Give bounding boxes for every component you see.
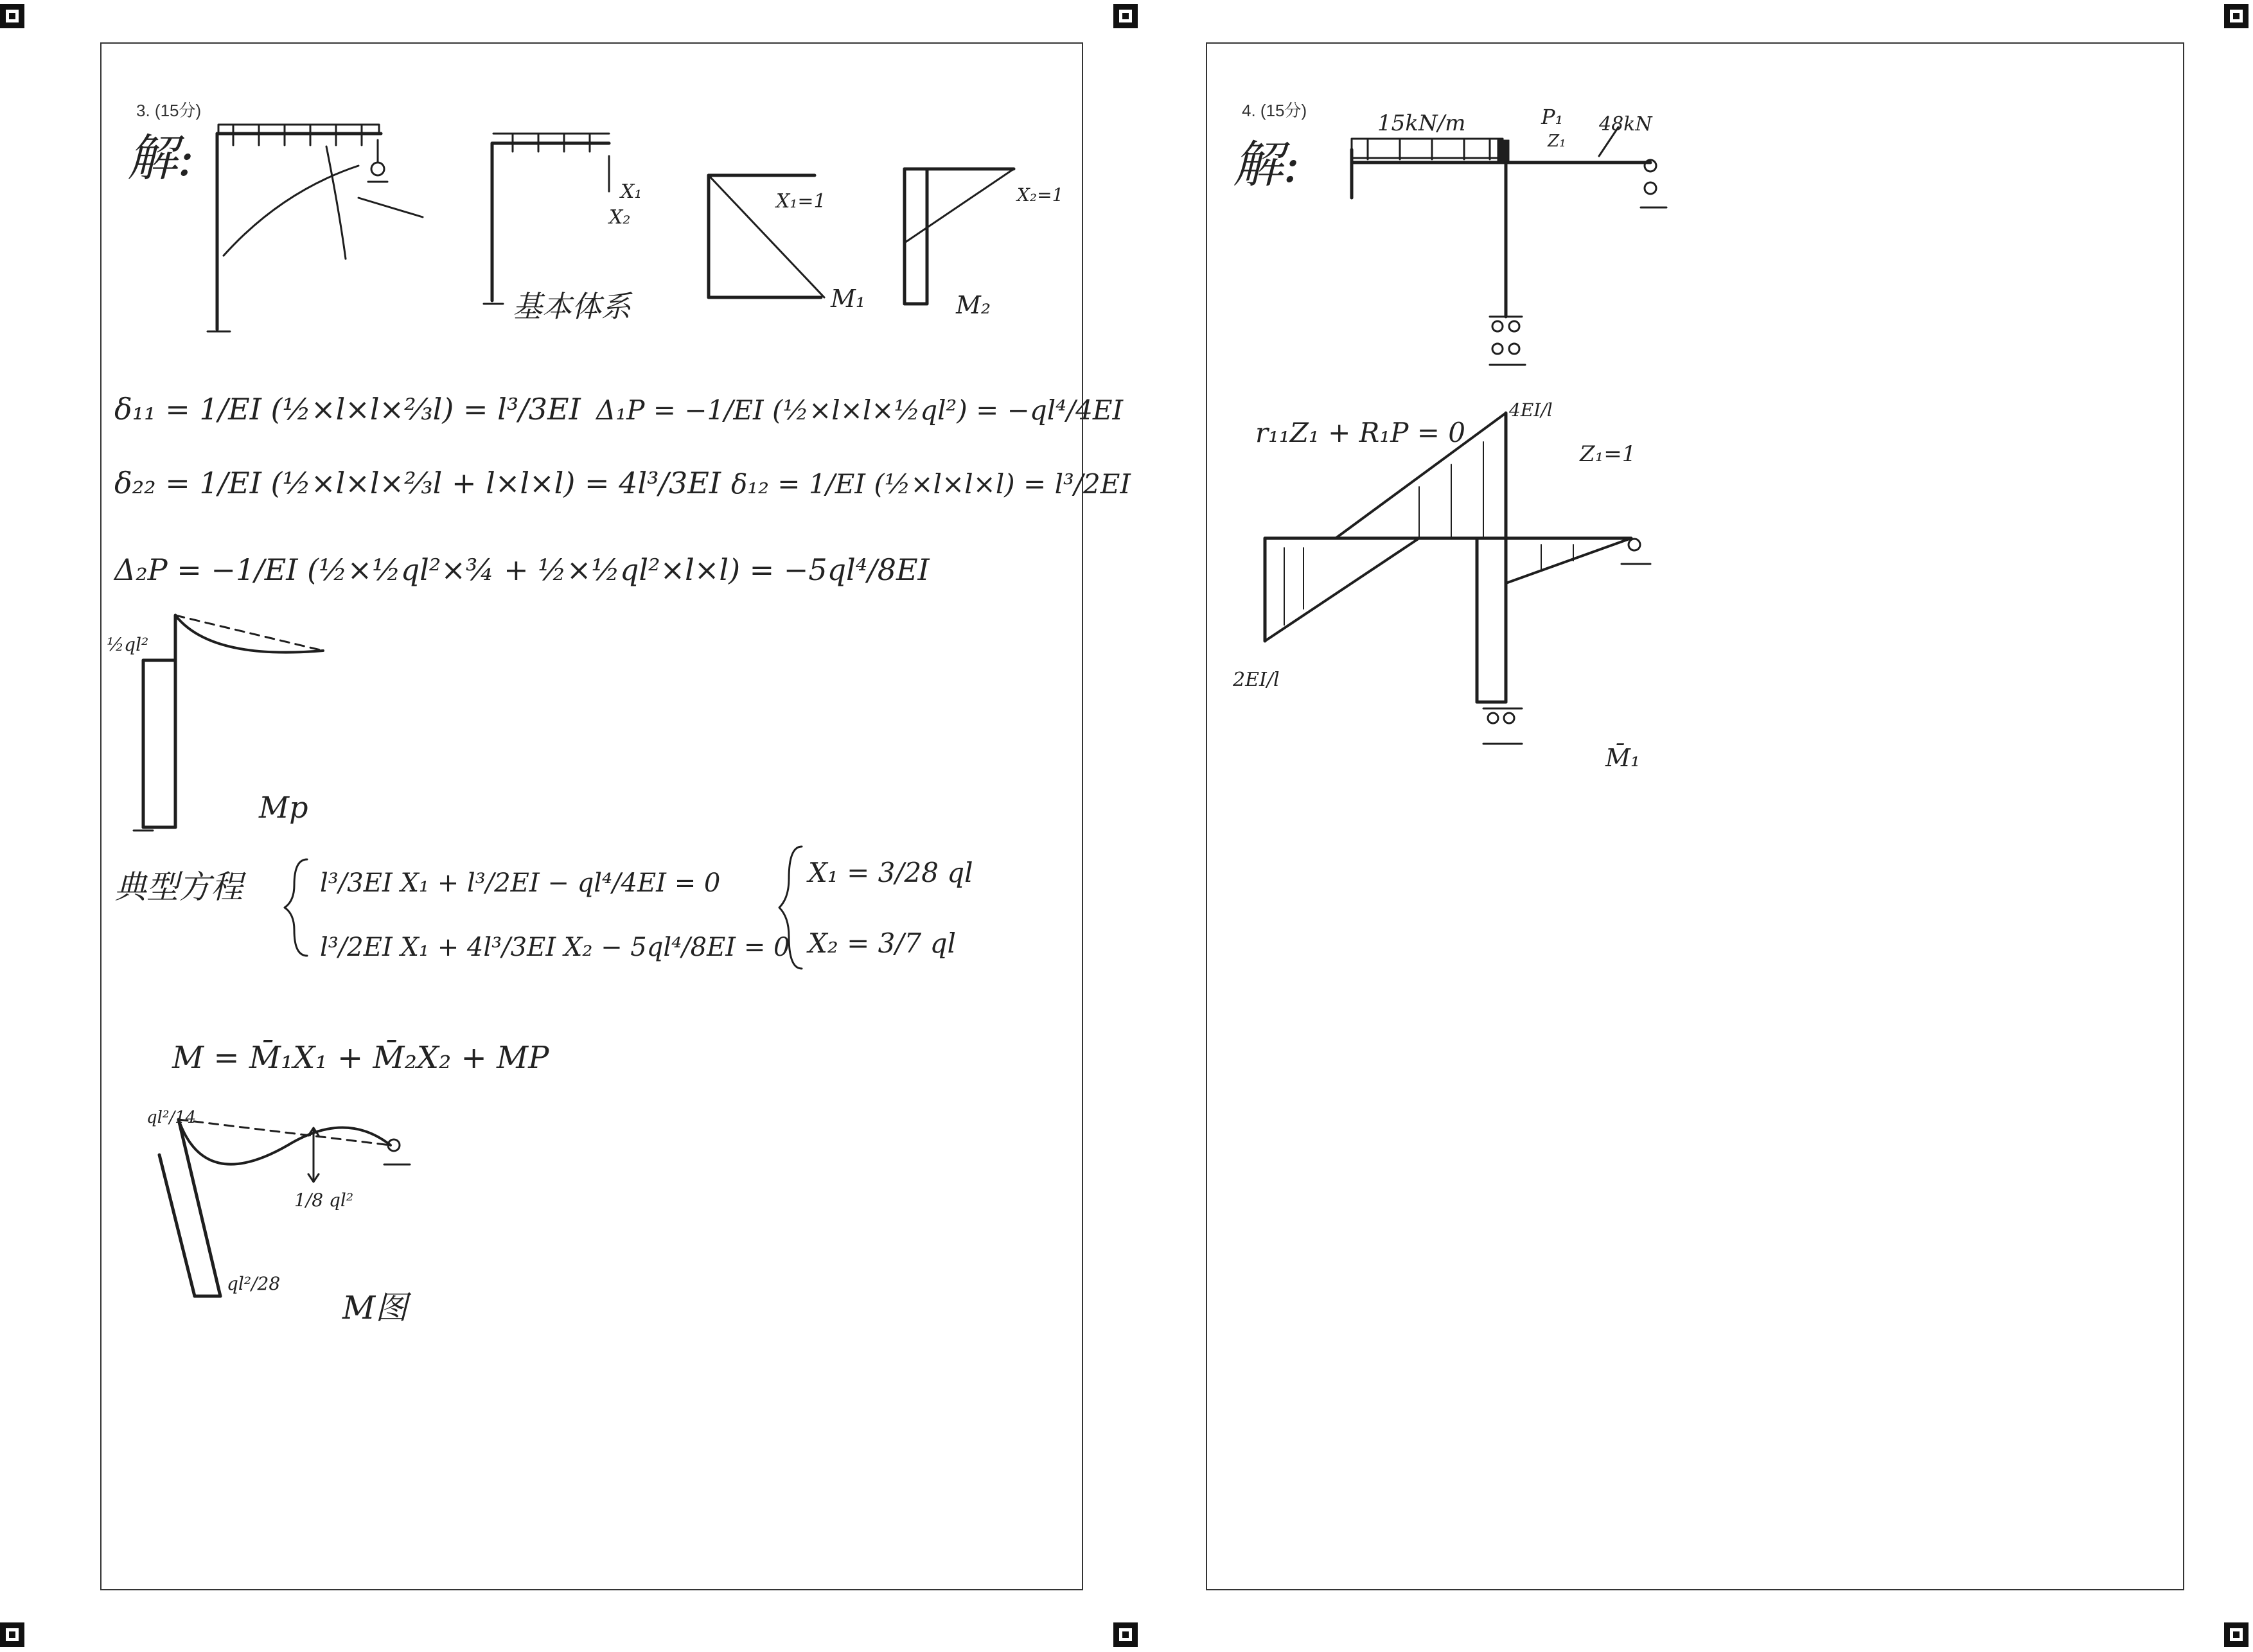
solution-x2: X₂ = 3/7 ql [808,927,956,959]
final-m-mid-value: 1/8 ql² [294,1190,354,1211]
registration-marker-top-right [2224,4,2249,28]
m2-unit-load: X₂=1 [1017,184,1064,206]
solution-x1: X₁ = 3/28 ql [808,857,973,888]
m1-caption: M₁ [831,285,866,313]
solution-label-q4: 解: [1233,136,1300,194]
canonical-equation-2: l³/2EI X₁ + 4l³/3EI X₂ − 5ql⁴/8EI = 0 [320,933,790,962]
m1-left-moment: 2EI/l [1233,669,1280,691]
m1-caption-q4: M̄₁ [1605,744,1641,772]
redundant-x1: X₁ [621,180,642,203]
basic-system-caption: 基本体系 [513,289,631,324]
question-number-q3: 3. (15分) [136,101,202,120]
delta-22-eq: δ₂₂ = 1/EI (½×l×l×⅔l + l×l×l) = 4l³/3EI [114,466,721,500]
basic-system-diagram [484,134,609,304]
answer-panel-q3 [100,42,1131,1590]
udl-load: 15kN/m [1377,110,1466,136]
registration-marker-top-left [0,4,24,28]
delta-11-eq: δ₁₁ = 1/EI (½×l×l×⅔l) = l³/3EI [114,392,581,426]
final-m-bottom-value: ql²/28 [227,1273,281,1294]
question-number-q4: 4. (15分) [1242,101,1307,120]
redundant-x2: X₂ [609,206,631,229]
final-m-caption: M图 [342,1289,408,1326]
final-m-top-value: ql²/14 [146,1108,197,1127]
unknown-z1: Z₁ [1548,132,1566,151]
final-moment-diagram [159,1120,410,1296]
registration-marker-bottom-right [2224,1622,2249,1647]
original-frame-diagram [208,125,423,331]
delta-1p-eq: Δ₁P = −1/EI (½×l×l×½ql²) = −ql⁴/4EI [596,394,1124,426]
canonical-title: 典型方程 [114,868,243,906]
superposition-eq: M = M̄₁X₁ + M̄₂X₂ + MP [172,1040,549,1076]
registration-marker-bottom-left [0,1622,24,1647]
canonical-equation-1: l³/3EI X₁ + l³/2EI − ql⁴/4EI = 0 [320,868,721,898]
canonical-brace [285,859,307,956]
m2-diagram [905,169,1014,304]
solution-label: 解: [127,130,195,188]
registration-marker-top-center [1113,4,1138,28]
handwritten-solution-q3 [102,44,1131,1592]
mp-moment-value: ½ql² [107,634,149,655]
handwritten-solution-q4 [1207,44,2186,1592]
answer-panel-q4 [1206,42,2184,1590]
canonical-eq-q4: r₁₁Z₁ + R₁P = 0 [1255,417,1465,448]
frame-diagram-q4 [1352,127,1666,365]
mp-caption: Mp [259,790,308,825]
delta-12-eq: δ₁₂ = 1/EI (½×l×l×l) = l³/2EI [731,468,1131,500]
delta-2p-eq: Δ₂P = −1/EI (½×½ql²×¾ + ½×½ql²×l×l) = −5ql⁴/8EI [114,552,930,587]
registration-marker-bottom-center [1113,1622,1138,1647]
m2-caption: M₂ [956,291,991,319]
unit-displacement: Z₁=1 [1580,441,1636,467]
point-load: 48kN [1599,113,1652,136]
m1-top-moment: 4EI/l [1509,400,1553,421]
m1-unit-load: X₁=1 [776,190,826,213]
restraint-p1: P₁ [1541,105,1564,129]
